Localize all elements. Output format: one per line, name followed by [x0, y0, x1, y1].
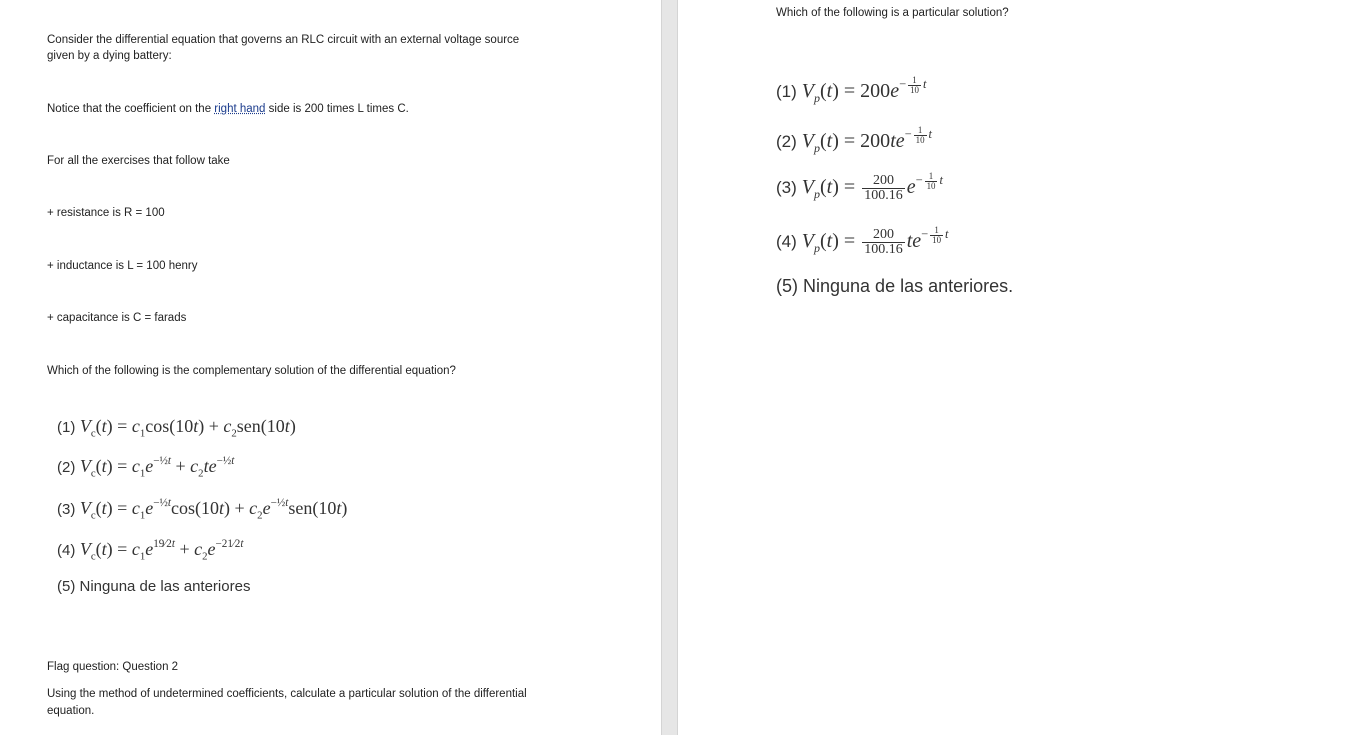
capacitance-text: + capacitance is C = farads [47, 312, 187, 324]
particular-question: Which of the following is a particular solution? [776, 7, 1009, 19]
particular-option-2[interactable]: (2) $V_p(t) = 200te^{- \frac{1}{10} t}$ [776, 125, 932, 155]
option-number: (3) [776, 177, 797, 197]
particular-option-3[interactable]: (3) $V_p(t)$ = $\frac{200}{100.16}$ $e^{- \frac{1}{10} t}$ [776, 171, 943, 203]
option-number: (4) [776, 231, 797, 251]
complementary-option-5[interactable]: (5) Ninguna de las anteriores [57, 578, 251, 595]
complementary-option-3[interactable]: (3) $V_c(t) = c_1e^{-\frac{1}{2}t}\cos(10t) + c_2e^{-\frac{1}{2}t}sen(10t)$ [57, 497, 348, 522]
intro-text-line2: given by a dying battery: [47, 50, 172, 62]
question-pane-left [0, 0, 661, 735]
particular-option-1[interactable]: (1) $V_p(t) = 200e^{- \frac{1}{10} t}$ [776, 75, 927, 105]
intro-text-line1: Consider the differential equation that governs an RLC circuit with an external voltage source [47, 34, 520, 46]
option-number: (2) [776, 131, 797, 151]
particular-option-4[interactable]: (4) $V_p(t)$ = $\frac{200}{100.16}$ $te^{- \frac{1}{10} t}$ [776, 225, 949, 257]
particular-option-5[interactable]: (5) Ninguna de las anteriores. [776, 276, 1014, 296]
pane-divider[interactable] [661, 0, 678, 735]
question-pane-right [678, 0, 1363, 735]
method-text-line1: Using the method of undetermined coefficients, calculate a particular solution of the differential [47, 688, 527, 700]
resistance-text: + resistance is R = 100 [47, 207, 165, 219]
complementary-option-4[interactable]: (4) $V_c(t) = c_1e^{19⁄2t} + c_2e^{-21⁄2t}$ [57, 538, 244, 563]
option-number: (4) [57, 542, 76, 559]
flag-question-text[interactable]: Flag question: Question 2 [47, 661, 179, 673]
option-number: (2) [57, 459, 76, 476]
inductance-text: + inductance is L = 100 henry [47, 260, 198, 272]
for-all-text: For all the exercises that follow take [47, 155, 230, 167]
complementary-option-1[interactable]: (1) $V_c(t) = c_1\cos(10t) + c_2sen(10t)$ [57, 416, 296, 440]
complementary-question: Which of the following is the complementary solution of the differential equation? [47, 365, 456, 377]
complementary-option-2[interactable]: (2) $V_c(t) = c_1e^{-\frac{1}{2}t} + c_2te^{-\frac{1}{2}t}$ [57, 455, 235, 480]
right-hand-link[interactable]: right hand [214, 103, 266, 115]
option-number: (1) [57, 419, 76, 436]
notice-text: Notice that the coefficient on the right hand side is 200 times L times C. [47, 103, 409, 115]
method-text-line2: equation. [47, 705, 95, 717]
option-number: (1) [776, 81, 797, 101]
option-number: (3) [57, 501, 76, 518]
